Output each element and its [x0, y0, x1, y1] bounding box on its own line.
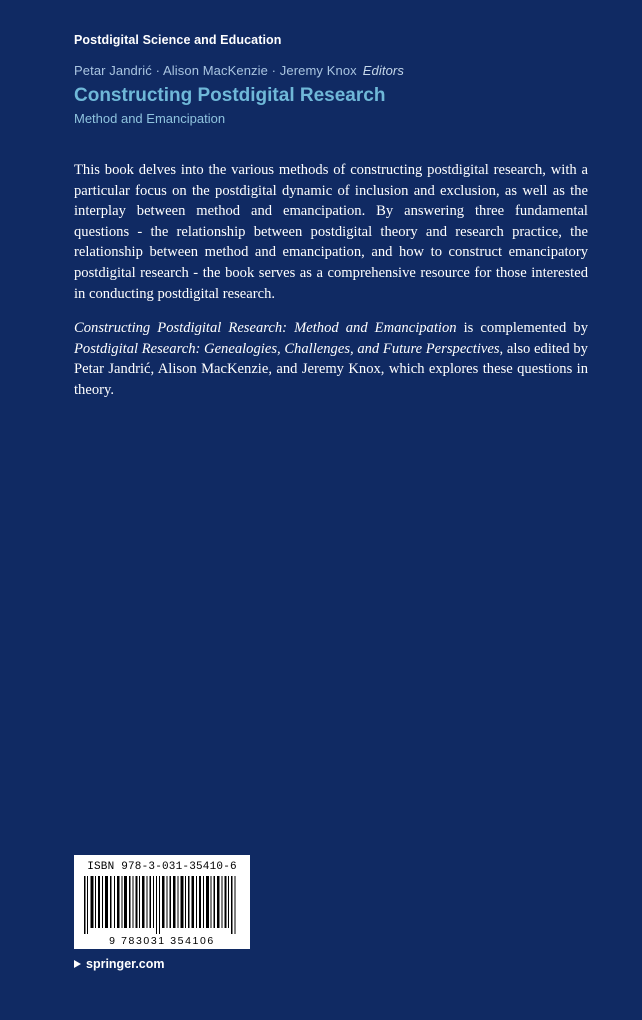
blurb-text-1: is complemented by — [456, 320, 588, 337]
barcode-image — [80, 876, 244, 934]
publisher-label: springer.com — [86, 957, 165, 971]
blurb-paragraph-1: This book delves into the various methods of constructing postdigital research, with a particular focus on the postdigital dynamic of inclusion and exclusion, as well as the interplay between method and emancipation. By answering three fundamental questions - the relationship between postdigital theory and research practice, the relationship between method and emancipation, and how to construct emancipatory postdigital research - the book serves as a comprehensive resource for those interested in conducting postdigital research. — [74, 162, 588, 302]
blurb-text-2: , also edited by Petar Jandrić, Alison MacKenzie, and Jeremy Knox, which explores these questions in theory. — [74, 340, 588, 398]
page-title: Constructing Postdigital Research — [74, 85, 386, 106]
editors-label: Editors — [362, 63, 404, 78]
play-triangle-icon — [74, 960, 81, 968]
blurb-paragraph-2 — [74, 318, 588, 400]
blurb-text — [74, 160, 588, 401]
page-subtitle: Method and Emancipation — [74, 111, 226, 126]
blurb-italic-title-2: Postdigital Research: Genealogies, Challenges, and Future Perspectives — [74, 340, 500, 357]
editors-line — [74, 63, 404, 78]
isbn-number: ISBN 978-3-031-35410-6 — [87, 861, 237, 873]
isbn-barcode-box — [74, 855, 250, 949]
barcode-digits: 9 783031 354106 — [109, 935, 215, 947]
blurb-italic-title-1: Constructing Postdigital Research: Method and Emancipation — [74, 320, 457, 337]
publisher-link[interactable] — [74, 957, 165, 971]
series-title: Postdigital Science and Education — [74, 33, 282, 47]
editors-names: Petar Jandrić · Alison MacKenzie · Jeremy Knox — [74, 63, 357, 78]
